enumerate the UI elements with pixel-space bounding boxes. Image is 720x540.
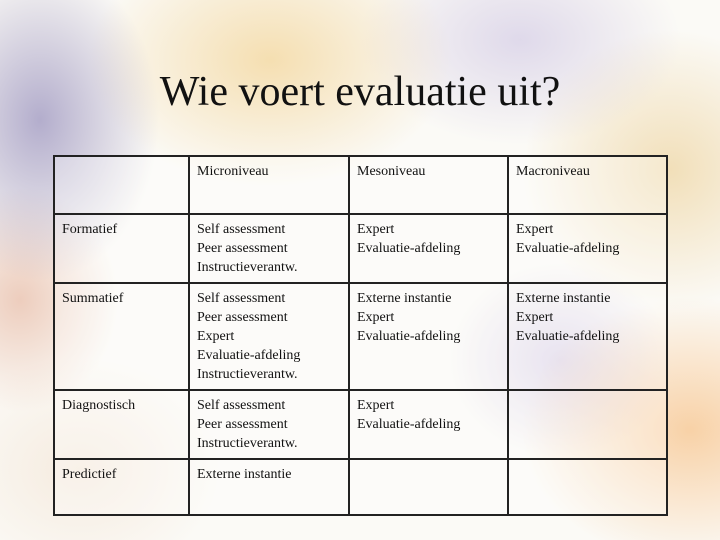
cell-macro [508, 214, 667, 283]
cell-line: Expert [357, 310, 395, 325]
table-header-row [54, 156, 667, 214]
cell-micro [189, 214, 349, 283]
cell-line: Expert [516, 222, 554, 237]
cell-macro [508, 390, 667, 459]
cell-meso [349, 214, 508, 283]
table-row-formatief [54, 214, 667, 283]
evaluation-table [53, 155, 668, 516]
cell-meso [349, 283, 508, 390]
table-row-diagnostisch [54, 390, 667, 459]
cell-line: Instructieverantw. [197, 260, 298, 275]
cell-line: Evaluatie-afdeling [357, 241, 461, 256]
cell-line: Instructieverantw. [197, 367, 298, 382]
row-label: Formatief [54, 214, 189, 283]
header-mesoniveau: Mesoniveau [349, 156, 508, 214]
cell-line: Peer assessment [197, 310, 288, 325]
cell-line: Evaluatie-afdeling [197, 348, 301, 363]
cell-line: Expert [357, 222, 395, 237]
cell-line: Evaluatie-afdeling [516, 329, 620, 344]
row-label: Summatief [54, 283, 189, 390]
cell-line: Evaluatie-afdeling [357, 417, 461, 432]
cell-line: Self assessment [197, 222, 286, 237]
cell-meso [349, 459, 508, 515]
cell-line: Evaluatie-afdeling [357, 329, 461, 344]
header-microniveau: Microniveau [189, 156, 349, 214]
row-label: Predictief [54, 459, 189, 515]
cell-line: Evaluatie-afdeling [516, 241, 620, 256]
row-label: Diagnostisch [54, 390, 189, 459]
table-row-predictief [54, 459, 667, 515]
cell-micro [189, 459, 349, 515]
cell-micro [189, 390, 349, 459]
cell-line: Expert [516, 310, 554, 325]
cell-line: Self assessment [197, 398, 286, 413]
cell-micro [189, 283, 349, 390]
cell-line: Instructieverantw. [197, 436, 298, 451]
header-corner-cell [54, 156, 189, 214]
cell-line: Externe instantie [357, 291, 452, 306]
header-macroniveau: Macroniveau [508, 156, 667, 214]
cell-line: Externe instantie [516, 291, 611, 306]
cell-macro [508, 459, 667, 515]
cell-line: Self assessment [197, 291, 286, 306]
cell-meso [349, 390, 508, 459]
cell-line: Peer assessment [197, 241, 288, 256]
cell-line: Peer assessment [197, 417, 288, 432]
cell-line: Expert [357, 398, 395, 413]
cell-line: Externe instantie [197, 467, 292, 482]
slide-title: Wie voert evaluatie uit? [159, 69, 561, 115]
cell-macro [508, 283, 667, 390]
cell-line: Expert [197, 329, 235, 344]
table-row-summatief [54, 283, 667, 390]
